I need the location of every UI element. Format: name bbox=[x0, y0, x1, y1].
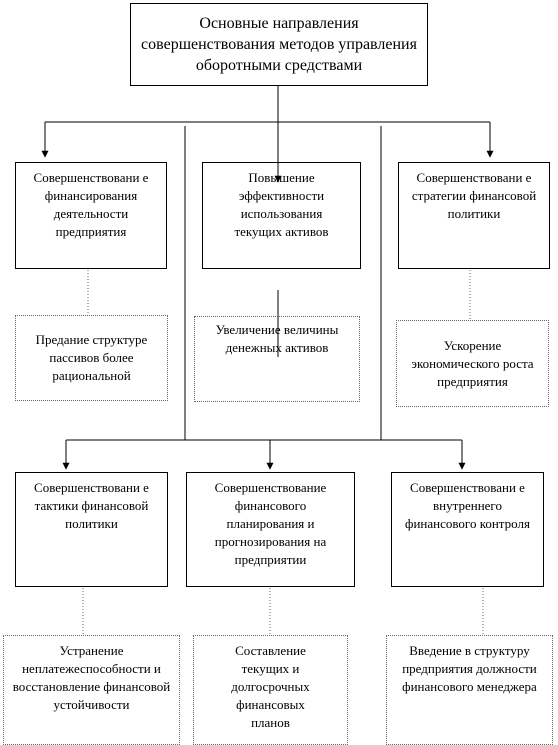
result-box-manager bbox=[386, 635, 553, 745]
result-box-liabilities bbox=[15, 315, 168, 401]
result-label: Предание структуре пассивов более рациональной bbox=[35, 332, 148, 383]
direction-box-current-assets bbox=[202, 162, 361, 269]
direction-label: Повышение эффективности использования текущих активов bbox=[234, 170, 329, 239]
result-label: Введение в структуру предприятия должности финансового менеджера bbox=[402, 643, 537, 694]
direction-box-financing bbox=[15, 162, 167, 269]
direction-label: Совершенствовани е внутреннего финансового контроля bbox=[405, 480, 530, 531]
diagram-title-text: Основные направления совершенствования методов управления оборотными средствами bbox=[141, 15, 417, 74]
result-box-plans bbox=[193, 635, 348, 745]
direction-box-control bbox=[391, 472, 544, 587]
direction-label: Совершенствовани е финансирования деятельности предприятия bbox=[33, 170, 149, 239]
direction-label: Совершенствовани е тактики финансовой политики bbox=[34, 480, 149, 531]
direction-box-strategy bbox=[398, 162, 550, 269]
direction-box-planning bbox=[186, 472, 355, 587]
direction-label: Совершенствование финансового планирования и прогнозирования на предприятии bbox=[214, 480, 327, 567]
result-label: Устранение неплатежеспособности и восстановление финансовой устойчивости bbox=[12, 643, 171, 712]
result-label: Увеличение величины денежных активов bbox=[215, 322, 339, 355]
direction-label: Совершенствовани е стратегии финансовой политики bbox=[411, 170, 537, 221]
result-label: Составление текущих и долгосрочных финансовых планов bbox=[231, 643, 310, 730]
direction-box-tactics bbox=[15, 472, 168, 587]
result-box-solvency bbox=[3, 635, 180, 745]
result-box-growth bbox=[396, 320, 549, 407]
result-box-cash bbox=[194, 316, 360, 402]
diagram-title bbox=[130, 3, 428, 86]
result-label: Ускорение экономического роста предприятия bbox=[411, 337, 534, 389]
